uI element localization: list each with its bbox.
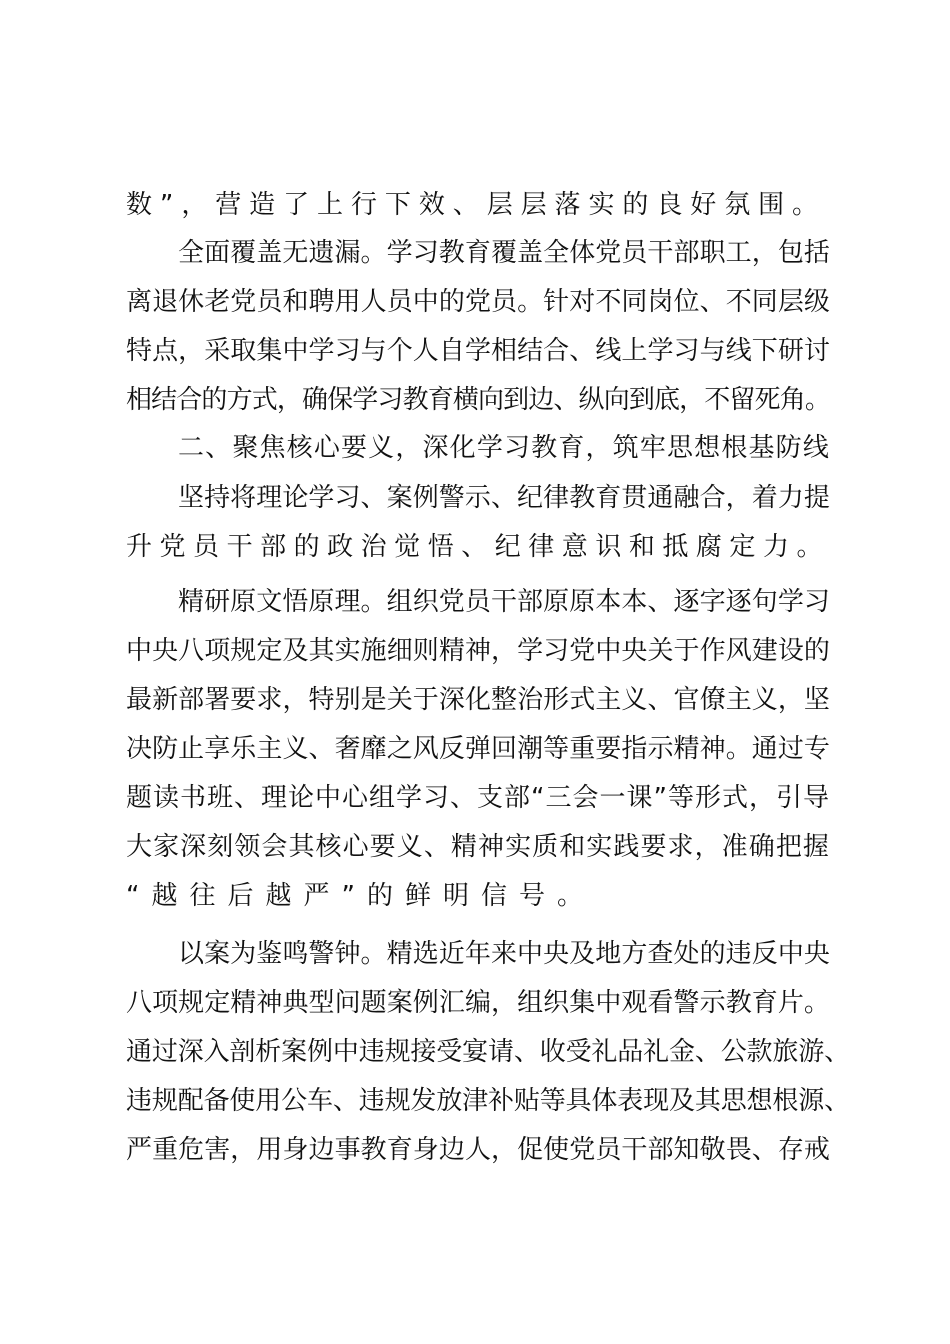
text-line: 严重危害，用身边事教育身边人，促使党员干部知敬畏、存戒 (126, 1135, 830, 1165)
text-line: 中央八项规定及其实施细则精神，学习党中央关于作风建设的 (126, 636, 830, 666)
text-line: 违规配备使用公车、违规发放津补贴等具体表现及其思想根源、 (126, 1086, 850, 1116)
text-line: 相结合的方式，确保学习教育横向到边、纵向到底，不留死角。 (126, 385, 830, 415)
text-line: 八项规定精神典型问题案例汇编，组织集中观看警示教育片。 (126, 988, 830, 1018)
paragraph-heading-line: 以案为鉴鸣警钟。精选近年来中央及地方查处的违反中央 (178, 939, 830, 969)
text-line: “越往后越严”的鲜明信号。 (126, 881, 595, 911)
text-line: 大家深刻领会其核心要义、精神实质和实践要求，准确把握 (126, 832, 830, 862)
paragraph-heading-line: 精研原文悟原理。组织党员干部原原本本、逐字逐句学习 (178, 587, 830, 617)
text-line: 决防止享乐主义、奢靡之风反弹回潮等重要指示精神。通过专 (126, 734, 830, 764)
section-heading: 二、聚焦核心要义，深化学习教育，筑牢思想根基防线 (178, 433, 830, 463)
text-line: 通过深入剖析案例中违规接受宴请、收受礼品礼金、公款旅游、 (126, 1037, 850, 1067)
text-line: 特点，采取集中学习与个人自学相结合、线上学习与线下研讨 (126, 336, 830, 366)
paragraph-heading-line: 全面覆盖无遗漏。学习教育覆盖全体党员干部职工，包括 (178, 238, 830, 268)
text-line: 最新部署要求，特别是关于深化整治形式主义、官僚主义，坚 (126, 685, 830, 715)
text-line: 升党员干部的政治觉悟、纪律意识和抵腐定力。 (126, 532, 830, 562)
text-line: 题读书班、理论中心组学习、支部“三会一课”等形式，引导 (126, 783, 830, 813)
text-line: 数”，营造了上行下效、层层落实的良好氛围。 (126, 190, 826, 220)
text-line: 离退休老党员和聘用人员中的党员。针对不同岗位、不同层级 (126, 287, 830, 317)
paragraph-start-line: 坚持将理论学习、案例警示、纪律教育贯通融合，着力提 (178, 483, 830, 513)
